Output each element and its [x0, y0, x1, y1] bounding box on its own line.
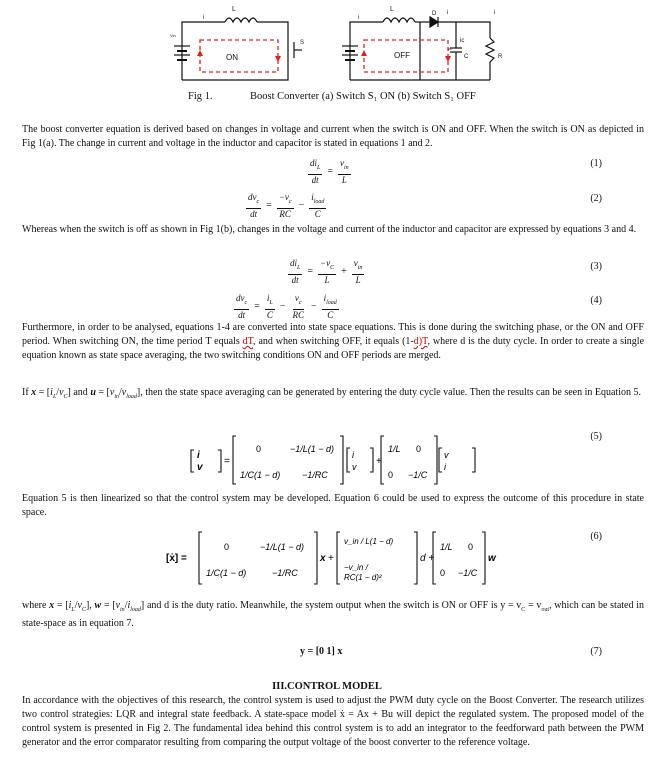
equation-number-1: (1): [590, 158, 602, 169]
paragraph-1: The boost converter equation is derived based on changes in voltage and current when the switch is ON and OFF. When the switch is ON as depicted in Fig 1(a). The change in current and voltage in the inductor and capacitor is stated in equations 1 and 2.: [22, 124, 644, 149]
paragraph-3: Furthermore, in order to be analysed, equations 1-4 are converted into state space equations. This is done during the switching phase, or the ON and OFF period. When switching ON, the time period T equals dT, and when switching OFF, it equals (1-d)T, where d is the duty cycle. In order to create a single equation known as state space averaging, the two switching conditions ON and OFF periods are merged.: [22, 322, 645, 361]
paragraph-2: Whereas when the switch is off as shown in Fig 1(b), changes in the voltage and current of the inductor and capacitor are expressed by equations 3 and 4.: [22, 224, 637, 235]
svg-text:i: i: [444, 462, 446, 472]
circuit-switch-off: [342, 17, 494, 80]
equation-2: $\frac{dv_c}{dt}$ = $\frac{-v_c}{RC}$ − $\frac{i_{load}}{C}$: [248, 192, 325, 219]
svg-text:1/C(1 − d): 1/C(1 − d): [206, 568, 247, 578]
svg-text:0: 0: [468, 542, 474, 552]
svg-text:0: 0: [440, 568, 446, 578]
svg-text:vc: vc: [448, 46, 452, 51]
svg-text:+: +: [328, 553, 334, 564]
equation-3: $\frac{di_L}{dt}$ = $\frac{-v_C}{L}$ + $\frac{v_{in}}{L}$: [290, 258, 363, 285]
equation-1: $\frac{di_L}{dt}$ = $\frac{v_{in}}{L}$: [310, 158, 349, 185]
equation-number-7: (7): [590, 646, 602, 657]
svg-text:i: i: [447, 10, 449, 16]
equation-number-4: (4): [590, 295, 602, 306]
svg-text:L: L: [232, 6, 236, 13]
svg-text:0: 0: [224, 542, 230, 552]
equation-number-6: (6): [590, 531, 602, 542]
svg-text:i: i: [358, 15, 360, 21]
circuit-switch-on: [174, 18, 305, 80]
svg-text:0: 0: [256, 444, 262, 454]
svg-text:[ẋ] =: [ẋ] =: [166, 553, 187, 564]
paragraph-7: In accordance with the objectives of this research, the control system is used to adjust the PWM duty cycle on the Boost Converter. The research utilizes two control strategies: LQR and integral state feedback. A state-space model ẋ = Ax + Bu will depict the regulated system. The proposed model of the control system is presented in Fig 2. The fundamental idea behind this control system is to add an integrator to the feedforward path between the PWM generator and the error comparator resulting from comparing the output voltage of the boost converter to the reference voltage.: [22, 695, 644, 748]
equation-5: [190, 434, 490, 486]
paragraph-5: Equation 5 is then linearized so that the control system may be developed. Equation 6 could be used to express the outcome of this procedure in state space.: [22, 493, 644, 518]
svg-text:C: C: [464, 54, 469, 60]
svg-text:1/C(1 − d): 1/C(1 − d): [240, 470, 281, 480]
circuit-on-label: ON: [226, 53, 238, 62]
svg-text:S: S: [300, 40, 305, 46]
svg-text:1/L: 1/L: [440, 542, 453, 552]
svg-text:w: w: [488, 553, 496, 564]
svg-text:=: =: [224, 456, 230, 467]
svg-text:0: 0: [416, 444, 422, 454]
svg-text:L: L: [390, 6, 394, 13]
svg-text:v: v: [444, 450, 449, 460]
equation-number-5: (5): [590, 431, 602, 442]
svg-text:−1/RC: −1/RC: [302, 470, 328, 480]
section-heading: III.CONTROL MODEL: [272, 681, 382, 692]
svg-text:v: v: [197, 462, 203, 473]
equation-number-2: (2): [590, 193, 602, 204]
svg-text:v_in / L(1 − d): v_in / L(1 − d): [344, 537, 394, 546]
figure-caption-text: Boost Converter (a) Switch S₁ ON (b) Switch S₁ OFF: [250, 91, 476, 102]
paragraph-4: If $x = [i_L/v_C]$ and $u = [v_{in}/v_{load}]$, then the state space averaging can be generated by entering the duty cycle value. Then the results can be seen in Equation 5.: [22, 387, 641, 400]
equation-number-3: (3): [590, 261, 602, 272]
svg-text:+: +: [376, 456, 382, 467]
svg-text:RC(1 − d)²: RC(1 − d)²: [344, 573, 382, 582]
equation-7: y = [0 1] x: [300, 646, 343, 657]
svg-text:−1/C: −1/C: [408, 470, 428, 480]
boost-converter-figure: [170, 2, 510, 90]
svg-text:i: i: [203, 15, 205, 21]
circuit-off-label: OFF: [394, 51, 410, 60]
svg-text:x: x: [320, 553, 326, 564]
equation-6: [166, 528, 506, 588]
svg-text:−1/L(1 − d): −1/L(1 − d): [290, 444, 335, 454]
svg-text:−1/C: −1/C: [458, 568, 478, 578]
paragraph-6: where $x = [i_L/v_C]$, $w = [v_{in}/i_{load}]$ and d is the duty ratio. Meanwhile, the system output when the switch is ON or OFF is $y = v_C = v_{out}$, which can be stated in state-space as in equation 7.: [22, 600, 644, 629]
svg-text:i: i: [494, 10, 496, 16]
svg-text:ic: ic: [460, 38, 465, 44]
svg-text:0: 0: [388, 470, 394, 480]
svg-text:−1/L(1 − d): −1/L(1 − d): [260, 542, 305, 552]
svg-text:d +: d +: [420, 553, 435, 564]
equation-4: $\frac{dv_c}{dt}$ = $\frac{i_L}{C}$ − $\frac{v_c}{RC}$ − $\frac{i_{load}}{C}$: [236, 293, 337, 320]
svg-text:R: R: [498, 54, 503, 60]
svg-text:v: v: [352, 462, 357, 472]
svg-text:−v_in /: −v_in /: [344, 563, 368, 572]
svg-text:D: D: [432, 11, 437, 17]
svg-text:i: i: [352, 450, 354, 460]
svg-text:1/L: 1/L: [388, 444, 401, 454]
svg-text:−1/RC: −1/RC: [272, 568, 298, 578]
svg-text:Vin: Vin: [170, 33, 176, 38]
figure-caption-number: Fig 1.: [188, 91, 213, 102]
svg-text:i: i: [197, 450, 200, 461]
